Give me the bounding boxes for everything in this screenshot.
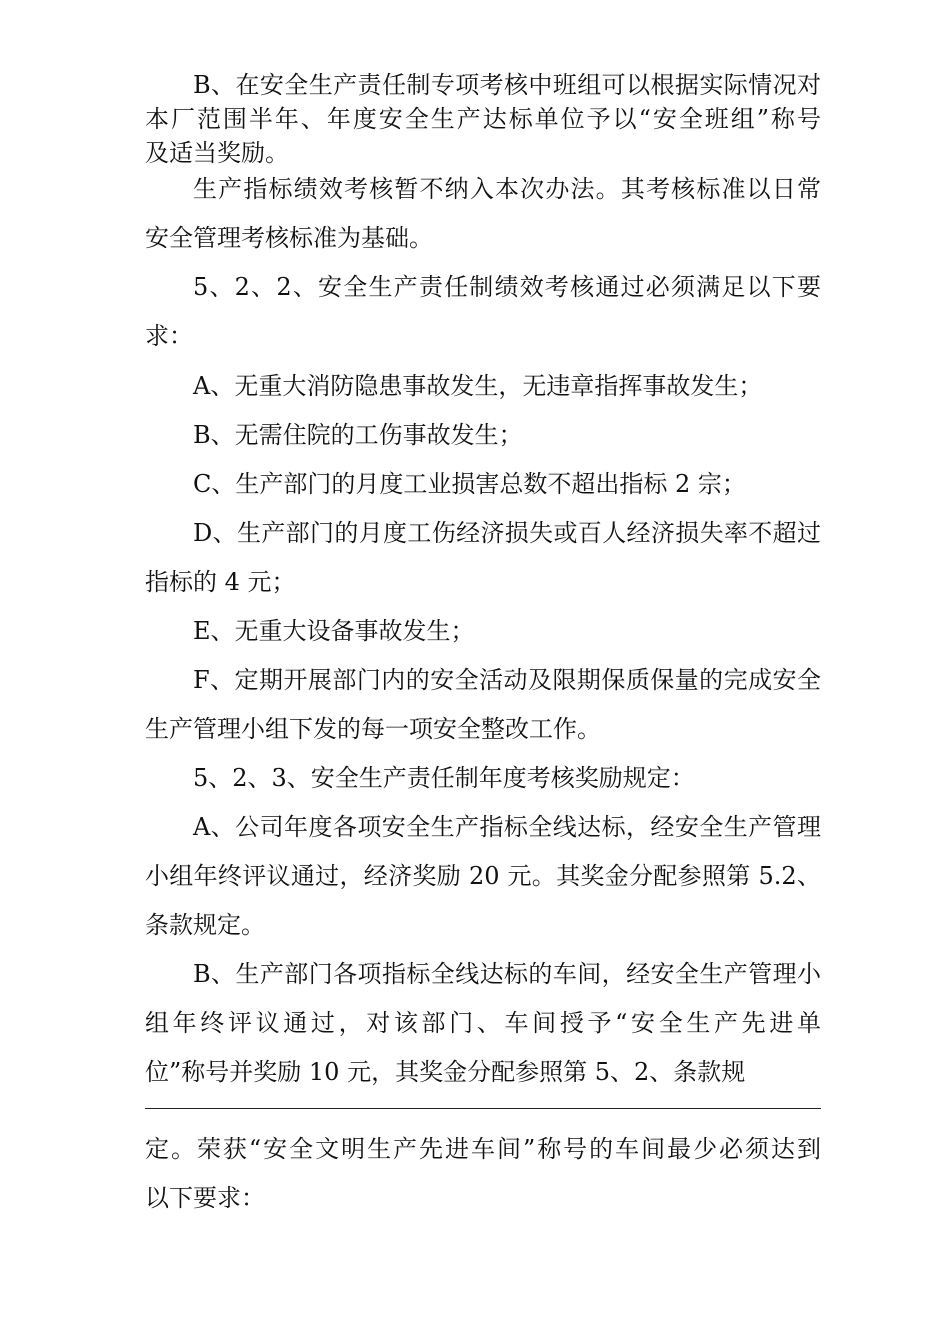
horizontal-divider bbox=[145, 1108, 821, 1109]
paragraph-13 bbox=[145, 1125, 821, 1223]
paragraph-line: F、定期开展部门内的安全活动及限期保质保量的完成安全 bbox=[193, 666, 821, 694]
paragraph-line: 定。荣获“安全文明生产先进车间”称号的车间最少必须达到 bbox=[145, 1135, 821, 1163]
paragraph-2 bbox=[145, 165, 821, 263]
paragraph-8 bbox=[145, 607, 821, 656]
paragraph-line: E、无重大设备事故发生； bbox=[193, 617, 475, 645]
paragraph-line: 安全管理考核标准为基础。 bbox=[145, 224, 433, 252]
paragraph-line: C、生产部门的月度工业损害总数不超出指标 2 宗； bbox=[193, 470, 746, 498]
paragraph-line: B、在安全生产责任制专项考核中班组可以根据实际情况对 bbox=[193, 71, 821, 99]
paragraph-line: 生产指标绩效考核暂不纳入本次办法。其考核标准以日常 bbox=[193, 175, 821, 203]
paragraph-line: 及适当奖励。 bbox=[145, 139, 289, 167]
paragraph-line: D、生产部门的月度工伤经济损失或百人经济损失率不超过 bbox=[193, 519, 821, 547]
paragraph-10 bbox=[145, 754, 821, 803]
paragraph-line: 本厂范围半年、年度安全生产达标单位予以“安全班组”称号 bbox=[145, 105, 821, 133]
paragraph-line: B、无需住院的工伤事故发生； bbox=[193, 421, 523, 449]
paragraph-line: 指标的 4 元； bbox=[145, 568, 296, 596]
paragraph-line: B、生产部门各项指标全线达标的车间，经安全生产管理小 bbox=[193, 960, 821, 988]
paragraph-line: 生产管理小组下发的每一项安全整改工作。 bbox=[145, 715, 601, 743]
paragraph-9 bbox=[145, 656, 821, 754]
paragraph-7 bbox=[145, 509, 821, 607]
paragraph-line: A、公司年度各项安全生产指标全线达标，经安全生产管理 bbox=[193, 813, 821, 841]
paragraph-line: A、无重大消防隐患事故发生，无违章指挥事故发生； bbox=[193, 372, 763, 400]
paragraph-line: 小组年终评议通过，经济奖励 20 元。其奖金分配参照第 5.2、 bbox=[145, 862, 821, 890]
paragraph-1 bbox=[145, 68, 821, 170]
paragraph-6 bbox=[145, 460, 821, 509]
paragraph-line: 以下要求： bbox=[145, 1184, 265, 1212]
paragraph-5 bbox=[145, 411, 821, 460]
paragraph-line: 位”称号并奖励 10 元，其奖金分配参照第 5、2、条款规 bbox=[145, 1058, 746, 1086]
paragraph-11 bbox=[145, 803, 821, 950]
paragraph-4 bbox=[145, 362, 821, 411]
paragraph-line: 条款规定。 bbox=[145, 911, 265, 939]
paragraph-line: 5、2、3、安全生产责任制年度考核奖励规定： bbox=[193, 764, 695, 792]
paragraph-3 bbox=[145, 263, 821, 361]
paragraph-line: 求： bbox=[145, 322, 193, 350]
paragraph-12 bbox=[145, 950, 821, 1097]
paragraph-line: 组年终评议通过，对该部门、车间授予“安全生产先进单 bbox=[145, 1009, 821, 1037]
paragraph-line: 5、2、2、安全生产责任制绩效考核通过必须满足以下要 bbox=[193, 273, 821, 301]
